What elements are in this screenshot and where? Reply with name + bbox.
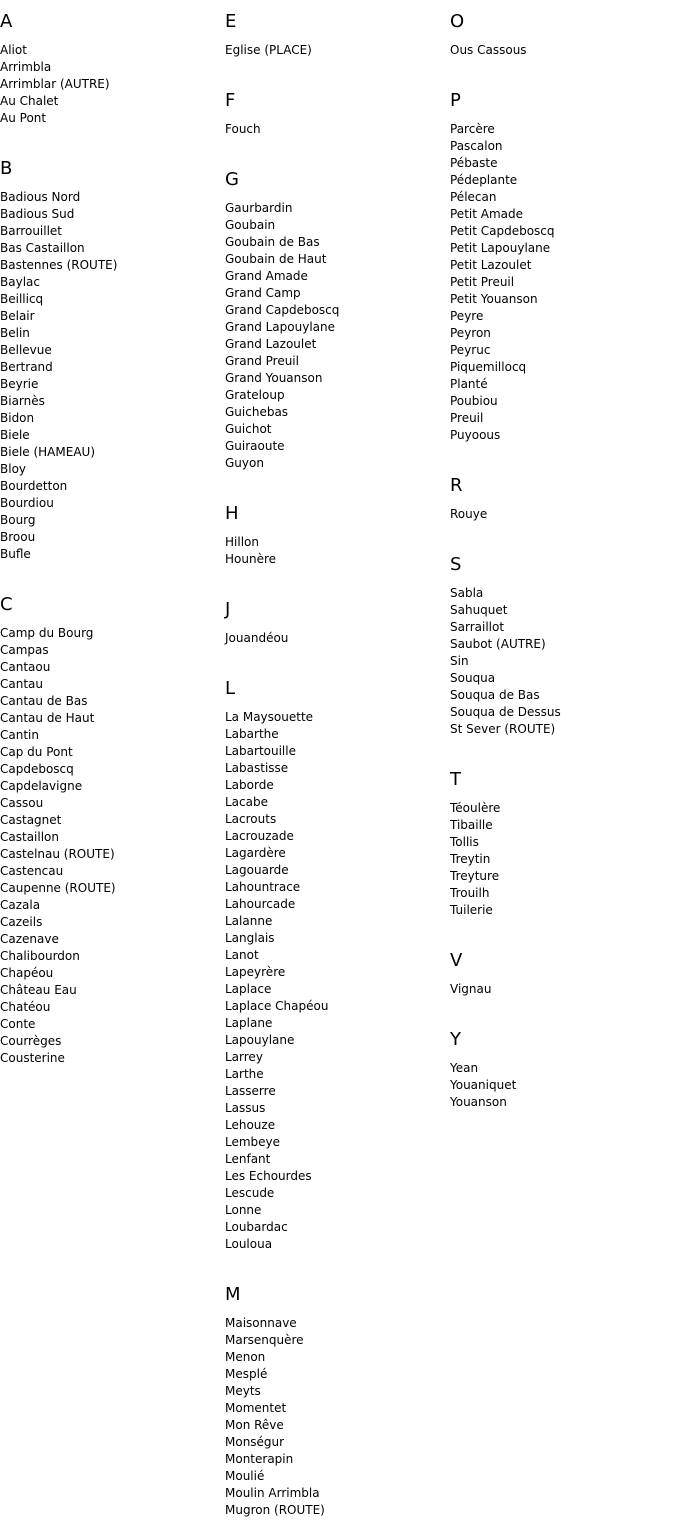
place-name-link[interactable]: Cantau de Haut xyxy=(0,711,95,725)
place-name-link[interactable]: La Maysouette xyxy=(225,710,314,724)
place-name-link[interactable]: Bloy xyxy=(0,462,27,476)
place-list xyxy=(225,42,450,59)
place-name-link[interactable]: Peyre xyxy=(450,309,484,323)
place-name-link[interactable]: Mon Rêve xyxy=(225,1418,284,1432)
place-name-link[interactable]: Moulié xyxy=(225,1469,265,1483)
place-name-link[interactable]: Cousterine xyxy=(0,1051,65,1065)
place-name-link[interactable]: Bufle xyxy=(0,547,31,561)
letter-heading: P xyxy=(450,90,461,111)
place-name-link[interactable]: Vignau xyxy=(450,982,492,996)
letter-heading: C xyxy=(0,594,13,615)
place-name-link[interactable]: Cazenave xyxy=(0,932,59,946)
place-name-link[interactable]: Momentet xyxy=(225,1401,287,1415)
place-name-link[interactable]: St Sever (ROUTE) xyxy=(450,722,556,736)
place-name-link[interactable]: Courrèges xyxy=(0,1034,62,1048)
place-name-link[interactable]: Sin xyxy=(450,654,469,668)
letter-heading: V xyxy=(450,950,463,971)
letter-group xyxy=(225,667,450,1253)
letter-group xyxy=(450,758,675,919)
place-name-link[interactable]: Bas Castaillon xyxy=(0,241,85,255)
letter-heading: B xyxy=(0,158,13,179)
place-name-link[interactable]: Fouch xyxy=(225,122,261,136)
place-name-link[interactable]: Beillicq xyxy=(0,292,44,306)
place-name-link[interactable]: Cantau xyxy=(0,677,44,691)
letter-heading: M xyxy=(225,1284,241,1305)
place-name-link[interactable]: Grand Preuil xyxy=(225,354,299,368)
place-name-link[interactable]: Grand Youanson xyxy=(225,371,323,385)
place-name-link[interactable]: Guyon xyxy=(225,456,264,470)
place-name-link[interactable]: Belin xyxy=(0,326,30,340)
place-name-link[interactable]: Meyts xyxy=(225,1384,261,1398)
place-name-link[interactable]: Labarthe xyxy=(225,727,279,741)
place-list xyxy=(225,200,450,472)
place-name-link[interactable]: Petit Lapouylane xyxy=(450,241,551,255)
place-name-link[interactable]: Planté xyxy=(450,377,488,391)
place-name-link[interactable]: Castelnau (ROUTE) xyxy=(0,847,115,861)
place-name-link[interactable]: Bertrand xyxy=(0,360,53,374)
place-name-link[interactable]: Mesplé xyxy=(225,1367,268,1381)
place-name-link[interactable]: Laborde xyxy=(225,778,274,792)
place-name-link[interactable]: Castencau xyxy=(0,864,64,878)
letter-heading: A xyxy=(0,11,13,32)
letter-group xyxy=(225,492,450,568)
place-name-link[interactable]: Tuilerie xyxy=(450,903,493,917)
place-name-link[interactable]: Lapeyrère xyxy=(225,965,286,979)
letter-heading: R xyxy=(450,475,463,496)
place-name-link[interactable]: Preuil xyxy=(450,411,484,425)
place-name-link[interactable]: Hounère xyxy=(225,552,277,566)
place-name-link[interactable]: Biele xyxy=(0,428,30,442)
place-list xyxy=(225,121,450,138)
place-name-link[interactable]: Beyrie xyxy=(0,377,39,391)
place-name-link[interactable]: Laplace xyxy=(225,982,272,996)
place-name-link[interactable]: Pascalon xyxy=(450,139,503,153)
place-name-link[interactable]: Pélecan xyxy=(450,190,497,204)
place-name-link[interactable]: Bidon xyxy=(0,411,35,425)
place-name-link[interactable]: Youaniquet xyxy=(450,1078,517,1092)
place-name-link[interactable]: Ous Cassous xyxy=(450,43,527,57)
place-name-link[interactable]: Lagouarde xyxy=(225,863,289,877)
place-name-link[interactable]: Baylac xyxy=(0,275,40,289)
place-name-link[interactable]: Larthe xyxy=(225,1067,264,1081)
place-list xyxy=(450,121,675,444)
place-name-link[interactable]: Petit Amade xyxy=(450,207,524,221)
place-name-link[interactable]: Bourg xyxy=(0,513,36,527)
place-list xyxy=(0,42,225,127)
place-name-link[interactable]: Tibaille xyxy=(450,818,493,832)
place-name-link[interactable]: Laplane xyxy=(225,1016,273,1030)
letter-group xyxy=(450,543,675,738)
place-name-link[interactable]: Grand Amade xyxy=(225,269,308,283)
place-name-link[interactable]: Hillon xyxy=(225,535,259,549)
place-name-link[interactable]: Rouye xyxy=(450,507,488,521)
place-name-link[interactable]: Bourdiou xyxy=(0,496,54,510)
place-name-link[interactable]: Grand Lapouylane xyxy=(225,320,336,334)
place-name-link[interactable]: Treyture xyxy=(450,869,500,883)
place-name-link[interactable]: Trouilh xyxy=(450,886,490,900)
place-name-link[interactable]: Arrimblar (AUTRE) xyxy=(0,77,110,91)
letter-heading: F xyxy=(225,90,236,111)
letter-group xyxy=(450,939,675,998)
place-name-link[interactable]: Puyoous xyxy=(450,428,501,442)
place-name-link[interactable]: Lonne xyxy=(225,1203,262,1217)
place-name-link[interactable]: Capdeboscq xyxy=(0,762,74,776)
place-name-link[interactable]: Lasserre xyxy=(225,1084,276,1098)
place-list xyxy=(225,534,450,568)
letter-heading: G xyxy=(225,169,239,190)
place-name-link[interactable]: Camp du Bourg xyxy=(0,626,94,640)
place-list xyxy=(0,625,225,1067)
place-list xyxy=(450,981,675,998)
place-list xyxy=(450,800,675,919)
place-name-link[interactable]: Castaillon xyxy=(0,830,59,844)
place-name-link[interactable]: Jouandéou xyxy=(225,631,289,645)
place-name-link[interactable]: Lacabe xyxy=(225,795,268,809)
place-name-link[interactable]: Goubain de Haut xyxy=(225,252,327,266)
place-name-link[interactable]: Treytin xyxy=(450,852,491,866)
letter-group xyxy=(0,0,225,127)
place-name-link[interactable]: Lapouylane xyxy=(225,1033,295,1047)
place-name-link[interactable]: Petit Lazoulet xyxy=(450,258,532,272)
place-name-link[interactable]: Bastennes (ROUTE) xyxy=(0,258,118,272)
place-name-link[interactable]: Chapéou xyxy=(0,966,54,980)
place-name-link[interactable]: Lescude xyxy=(225,1186,275,1200)
letter-heading: Y xyxy=(450,1029,461,1050)
place-name-link[interactable]: Lacrouts xyxy=(225,812,277,826)
place-name-link[interactable]: Monségur xyxy=(225,1435,285,1449)
place-name-link[interactable]: Arrimbla xyxy=(0,60,52,74)
place-name-link[interactable]: Moulin Arrimbla xyxy=(225,1486,320,1500)
place-name-link[interactable]: Guiraoute xyxy=(225,439,285,453)
place-name-link[interactable]: Capdelavigne xyxy=(0,779,83,793)
letter-group xyxy=(225,0,450,59)
place-name-link[interactable]: Campas xyxy=(0,643,49,657)
place-name-link[interactable]: Cantin xyxy=(0,728,39,742)
place-list xyxy=(0,189,225,563)
place-name-link[interactable]: Grateloup xyxy=(225,388,285,402)
letter-heading: H xyxy=(225,503,239,524)
place-name-link[interactable]: Maisonnave xyxy=(225,1316,297,1330)
place-name-link[interactable]: Sahuquet xyxy=(450,603,508,617)
place-name-link[interactable]: Saubot (AUTRE) xyxy=(450,637,546,651)
place-name-link[interactable]: Les Echourdes xyxy=(225,1169,312,1183)
letter-group xyxy=(0,583,225,1067)
place-name-link[interactable]: Lanot xyxy=(225,948,259,962)
place-name-link[interactable]: Bellevue xyxy=(0,343,52,357)
place-name-link[interactable]: Grand Capdeboscq xyxy=(225,303,340,317)
place-name-link[interactable]: Petit Capdeboscq xyxy=(450,224,555,238)
place-name-link[interactable]: Parcère xyxy=(450,122,495,136)
place-name-link[interactable]: Monterapin xyxy=(225,1452,294,1466)
place-name-link[interactable]: Badious Sud xyxy=(0,207,75,221)
place-name-link[interactable]: Lahourcade xyxy=(225,897,296,911)
letter-heading: L xyxy=(225,678,236,699)
place-name-link[interactable]: Grand Camp xyxy=(225,286,301,300)
place-name-link[interactable]: Yean xyxy=(450,1061,479,1075)
place-name-link[interactable]: Larrey xyxy=(225,1050,263,1064)
place-name-link[interactable]: Mugron (ROUTE) xyxy=(225,1503,325,1517)
place-name-link[interactable]: Au Chalet xyxy=(0,94,59,108)
letter-heading: E xyxy=(225,11,237,32)
place-name-link[interactable]: Laplace Chapéou xyxy=(225,999,329,1013)
place-name-link[interactable]: Lembeye xyxy=(225,1135,281,1149)
place-name-link[interactable]: Cazala xyxy=(0,898,41,912)
letter-heading: J xyxy=(225,599,231,620)
letter-group xyxy=(450,464,675,523)
place-name-link[interactable]: Lahountrace xyxy=(225,880,301,894)
place-name-link[interactable]: Caupenne (ROUTE) xyxy=(0,881,116,895)
place-name-link[interactable]: Cantaou xyxy=(0,660,51,674)
place-name-link[interactable]: Au Pont xyxy=(0,111,47,125)
letter-group xyxy=(450,1018,675,1111)
place-name-link[interactable]: Poubiou xyxy=(450,394,498,408)
place-name-link[interactable]: Labastisse xyxy=(225,761,289,775)
place-name-link[interactable]: Pébaste xyxy=(450,156,498,170)
place-name-link[interactable]: Guichot xyxy=(225,422,272,436)
place-name-link[interactable]: Lalanne xyxy=(225,914,273,928)
place-name-link[interactable]: Château Eau xyxy=(0,983,77,997)
place-name-link[interactable]: Cassou xyxy=(0,796,44,810)
place-name-link[interactable]: Téoulère xyxy=(450,801,501,815)
place-name-link[interactable]: Sabla xyxy=(450,586,484,600)
place-name-link[interactable]: Goubain de Bas xyxy=(225,235,320,249)
place-name-link[interactable]: Broou xyxy=(0,530,36,544)
place-name-link[interactable]: Lassus xyxy=(225,1101,266,1115)
place-name-link[interactable]: Gaurbardin xyxy=(225,201,293,215)
place-name-link[interactable]: Lehouze xyxy=(225,1118,276,1132)
place-name-link[interactable]: Pédeplante xyxy=(450,173,518,187)
letter-group xyxy=(225,79,450,138)
place-list xyxy=(450,1060,675,1111)
place-name-link[interactable]: Souqua de Dessus xyxy=(450,705,561,719)
place-list xyxy=(225,709,450,1253)
place-name-link[interactable]: Loubardac xyxy=(225,1220,288,1234)
letter-group xyxy=(0,147,225,563)
place-name-link[interactable]: Cazeils xyxy=(0,915,43,929)
place-name-link[interactable]: Cantau de Bas xyxy=(0,694,88,708)
place-list xyxy=(450,585,675,738)
index-column-1 xyxy=(0,0,225,1087)
place-name-link[interactable]: Castagnet xyxy=(0,813,62,827)
place-name-link[interactable]: Louloua xyxy=(225,1237,273,1251)
place-name-link[interactable]: Eglise (PLACE) xyxy=(225,43,312,57)
place-name-link[interactable]: Menon xyxy=(225,1350,266,1364)
place-name-link[interactable]: Lenfant xyxy=(225,1152,271,1166)
index-column-2 xyxy=(225,0,450,1539)
letter-group xyxy=(225,588,450,647)
letter-heading: O xyxy=(450,11,465,32)
place-list xyxy=(225,630,450,647)
place-name-link[interactable]: Petit Youanson xyxy=(450,292,538,306)
place-name-link[interactable]: Lacrouzade xyxy=(225,829,294,843)
place-name-link[interactable]: Souqua xyxy=(450,671,496,685)
place-name-link[interactable]: Petit Preuil xyxy=(450,275,515,289)
place-name-link[interactable]: Chatéou xyxy=(0,1000,51,1014)
place-name-link[interactable]: Aliot xyxy=(0,43,27,57)
place-name-link[interactable]: Biarnès xyxy=(0,394,45,408)
letter-group xyxy=(450,79,675,444)
place-name-link[interactable]: Grand Lazoulet xyxy=(225,337,317,351)
place-name-link[interactable]: Badious Nord xyxy=(0,190,81,204)
place-name-link[interactable]: Bourdetton xyxy=(0,479,68,493)
place-name-link[interactable]: Souqua de Bas xyxy=(450,688,540,702)
letter-heading: T xyxy=(450,769,461,790)
place-name-link[interactable]: Langlais xyxy=(225,931,275,945)
place-name-link[interactable]: Tollis xyxy=(450,835,479,849)
place-name-link[interactable]: Labartouille xyxy=(225,744,296,758)
place-name-link[interactable]: Lagardère xyxy=(225,846,286,860)
place-name-link[interactable]: Youanson xyxy=(450,1095,507,1109)
place-name-link[interactable]: Piquemillocq xyxy=(450,360,527,374)
place-list xyxy=(450,42,675,59)
place-name-link[interactable]: Cap du Pont xyxy=(0,745,73,759)
place-name-link[interactable]: Peyron xyxy=(450,326,491,340)
place-list xyxy=(225,1315,450,1519)
place-name-link[interactable]: Peyruc xyxy=(450,343,491,357)
place-name-link[interactable]: Goubain xyxy=(225,218,276,232)
place-name-link[interactable]: Barrouillet xyxy=(0,224,63,238)
place-name-link[interactable]: Chalibourdon xyxy=(0,949,80,963)
letter-group xyxy=(225,1273,450,1519)
index-column-3 xyxy=(450,0,675,1131)
letter-group xyxy=(450,0,675,59)
place-list xyxy=(450,506,675,523)
place-name-link[interactable]: Marsenquère xyxy=(225,1333,304,1347)
place-name-link[interactable]: Sarraillot xyxy=(450,620,505,634)
place-name-link[interactable]: Conte xyxy=(0,1017,36,1031)
letter-group xyxy=(225,158,450,472)
place-name-link[interactable]: Guichebas xyxy=(225,405,289,419)
letter-heading: S xyxy=(450,554,462,575)
place-name-link[interactable]: Biele (HAMEAU) xyxy=(0,445,96,459)
place-name-link[interactable]: Belair xyxy=(0,309,35,323)
